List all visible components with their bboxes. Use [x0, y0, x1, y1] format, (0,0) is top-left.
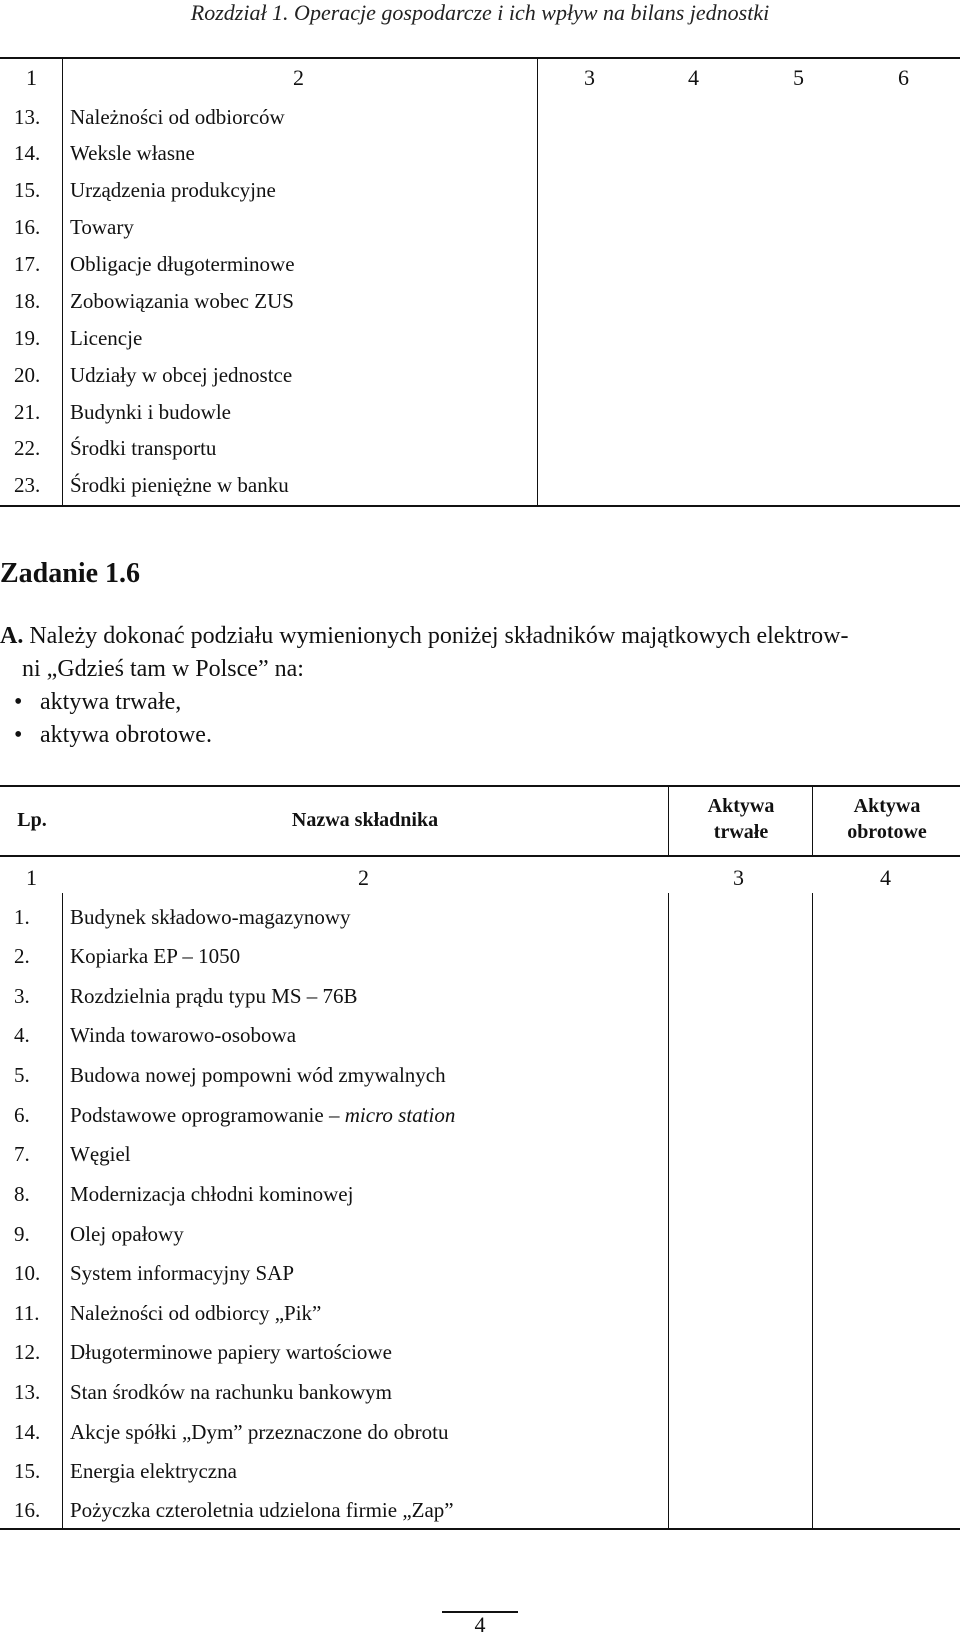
bullet-text: aktywa trwałe, — [40, 689, 182, 715]
table-row — [0, 246, 960, 282]
running-header: Rozdział 1. Operacje gospodarcze i ich wpływ na bilans jednostki — [190, 0, 770, 25]
row-number: 5. — [14, 1063, 30, 1087]
table-row — [0, 357, 960, 393]
row-name: Środki pieniężne w banku — [70, 473, 289, 497]
row-name-text: Podstawowe oprogramowanie – — [70, 1103, 345, 1127]
row-name: Urządzenia produkcyjne — [70, 178, 276, 202]
row-name-italic: micro station — [344, 1103, 456, 1127]
row-name: Węgiel — [70, 1142, 131, 1166]
bullet-item — [14, 719, 212, 752]
task-instruction-line: Należy dokonać podziału wymienionych poniżej składników majątkowych elektrow- — [29, 623, 849, 649]
row-name: Pożyczka czteroletnia udzielona firmie „Zap” — [70, 1498, 454, 1522]
bullet-text: aktywa obrotowe. — [40, 722, 212, 748]
table-header-rule — [0, 855, 960, 857]
row-name: Należności od odbiorcy „Pik” — [70, 1301, 322, 1325]
task-instructions — [0, 620, 960, 686]
header-name: Nazwa składnika — [291, 809, 439, 831]
row-number: 23. — [14, 473, 41, 497]
table-row — [0, 1016, 960, 1055]
header-line: trwałe — [713, 821, 769, 843]
column-number-2: 2 — [293, 65, 304, 90]
row-number: 3. — [14, 984, 30, 1008]
row-name — [70, 1096, 455, 1135]
table-bottom-rule — [0, 505, 960, 507]
row-number: 19. — [14, 326, 41, 350]
row-number: 8. — [14, 1182, 30, 1206]
row-number: 1. — [14, 905, 30, 929]
row-name: System informacyjny SAP — [70, 1261, 294, 1285]
table-row — [0, 172, 960, 208]
column-number-4: 4 — [688, 65, 699, 90]
row-name: Należności od odbiorców — [70, 105, 285, 129]
row-name: Zobowiązania wobec ZUS — [70, 289, 294, 313]
row-number: 6. — [14, 1103, 30, 1127]
row-number: 11. — [14, 1301, 40, 1325]
table-row — [0, 1373, 960, 1412]
row-name: Energia elektryczna — [70, 1459, 237, 1483]
row-name: Długoterminowe papiery wartościowe — [70, 1340, 392, 1364]
table-row — [0, 1096, 960, 1135]
header-lp: Lp. — [17, 809, 47, 831]
row-name: Rozdzielnia prądu typu MS – 76B — [70, 984, 358, 1008]
row-number: 2. — [14, 944, 30, 968]
table-row — [0, 1215, 960, 1254]
table-row — [0, 430, 960, 466]
row-name: Stan środków na rachunku bankowym — [70, 1380, 392, 1404]
row-number: 10. — [14, 1261, 41, 1285]
column-number-5: 5 — [793, 65, 804, 90]
table-row — [0, 1135, 960, 1174]
row-number: 14. — [14, 141, 41, 165]
row-name: Akcje spółki „Dym” przeznaczone do obrotu — [70, 1420, 449, 1444]
row-name: Towary — [70, 215, 134, 239]
table-row — [0, 1056, 960, 1095]
column-divider — [668, 785, 669, 855]
column-number-1: 1 — [26, 65, 37, 90]
row-number: 18. — [14, 289, 41, 313]
table-top-rule — [0, 57, 960, 59]
row-name: Olej opałowy — [70, 1222, 184, 1246]
row-name: Kopiarka EP – 1050 — [70, 944, 241, 968]
table-row — [0, 1413, 960, 1452]
row-number: 15. — [14, 178, 41, 202]
page-number: 4 — [474, 1612, 486, 1637]
table-row — [0, 1254, 960, 1293]
row-name: Budynek składowo-magazynowy — [70, 905, 351, 929]
row-number: 16. — [14, 215, 41, 239]
header-line: obrotowe — [847, 821, 927, 843]
column-number-3: 3 — [584, 65, 595, 90]
row-number: 14. — [14, 1420, 41, 1444]
table-row — [0, 467, 960, 503]
bullet-icon: • — [14, 722, 23, 748]
row-number: 20. — [14, 363, 41, 387]
table-row — [0, 394, 960, 430]
row-number: 12. — [14, 1340, 41, 1364]
row-number: 16. — [14, 1498, 41, 1522]
row-name: Środki transportu — [70, 436, 217, 460]
row-name: Licencje — [70, 326, 143, 350]
table-row — [0, 1452, 960, 1491]
column-number-4: 4 — [880, 865, 891, 890]
task-instruction-line: ni „Gdzieś tam w Polsce” na: — [22, 656, 304, 682]
table-row — [0, 320, 960, 356]
table-row — [0, 898, 960, 937]
table-row — [0, 1491, 960, 1530]
task-bullet-list — [14, 686, 212, 752]
header-line: Aktywa — [853, 795, 921, 817]
task-title: Zadanie 1.6 — [0, 558, 141, 589]
table-row — [0, 99, 960, 135]
table-row — [0, 1175, 960, 1214]
table-row — [0, 135, 960, 171]
row-number: 21. — [14, 400, 41, 424]
task-part-label: A. — [0, 623, 24, 649]
row-number: 4. — [14, 1023, 30, 1047]
row-name: Budowa nowej pompowni wód zmywalnych — [70, 1063, 446, 1087]
classification-table — [0, 785, 960, 1530]
header-fixed-assets — [670, 793, 812, 845]
row-name: Modernizacja chłodni kominowej — [70, 1182, 354, 1206]
row-name: Weksle własne — [70, 141, 195, 165]
table-row — [0, 283, 960, 319]
assets-table-continued — [0, 57, 960, 507]
column-divider — [812, 785, 813, 855]
table-row — [0, 209, 960, 245]
row-number: 13. — [14, 1380, 41, 1404]
row-number: 15. — [14, 1459, 41, 1483]
column-number-6: 6 — [898, 65, 909, 90]
table-row — [0, 937, 960, 976]
row-number: 17. — [14, 252, 41, 276]
bullet-icon: • — [14, 689, 23, 715]
table-top-rule — [0, 785, 960, 787]
header-current-assets — [814, 793, 960, 845]
row-name: Obligacje długoterminowe — [70, 252, 295, 276]
row-number: 9. — [14, 1222, 30, 1246]
row-number: 13. — [14, 105, 41, 129]
row-number: 22. — [14, 436, 41, 460]
column-number-1: 1 — [26, 865, 37, 890]
table-row — [0, 1294, 960, 1333]
row-name: Budynki i budowle — [70, 400, 231, 424]
row-number: 7. — [14, 1142, 30, 1166]
table-row — [0, 977, 960, 1016]
bullet-item — [14, 686, 212, 719]
column-number-3: 3 — [733, 865, 744, 890]
row-name: Winda towarowo-osobowa — [70, 1023, 297, 1047]
table-row — [0, 1333, 960, 1372]
header-line: Aktywa — [707, 795, 775, 817]
column-number-2: 2 — [358, 865, 369, 890]
row-name: Udziały w obcej jednostce — [70, 363, 293, 387]
